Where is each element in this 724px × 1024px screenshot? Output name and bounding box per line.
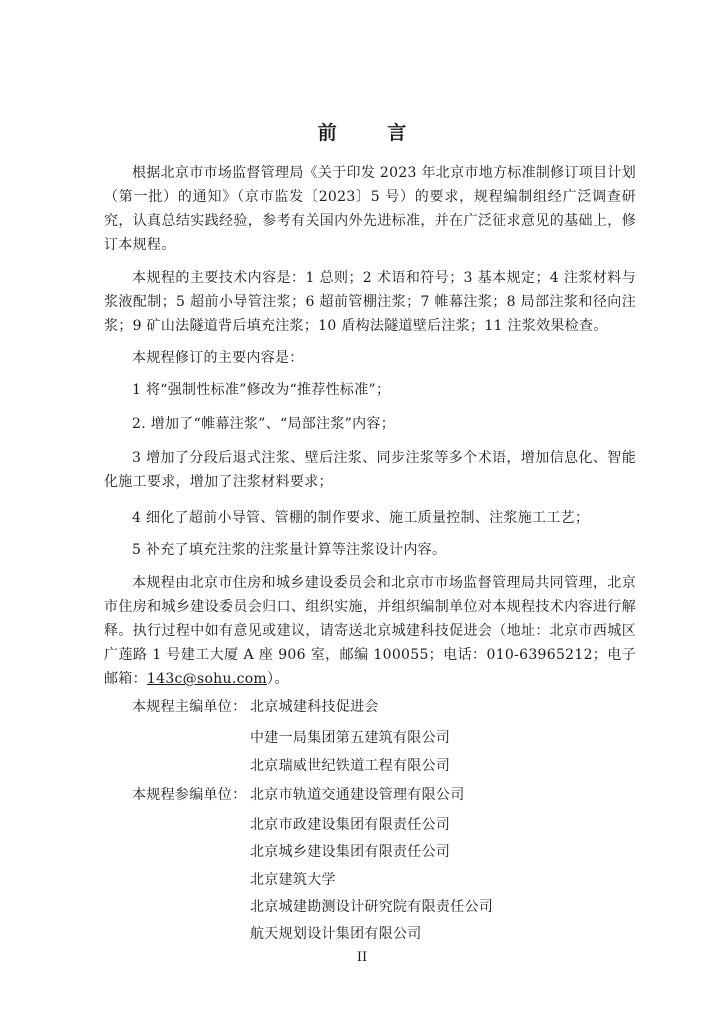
page-number: II — [356, 950, 368, 965]
revision-item-2 — [104, 412, 636, 436]
revision-item-3 — [104, 446, 636, 494]
revision-item-4-text: 4 细化了超前小导管、管棚的制作要求、施工质量控制、注浆施工工艺； — [132, 510, 590, 526]
participating-unit-5: 北京城建勘测设计研究院有限责任公司 — [250, 899, 494, 915]
chief-unit-1: 北京城建科技促进会 — [250, 699, 379, 715]
revision-intro-text: 本规程修订的主要内容是： — [132, 350, 304, 366]
participating-unit-3: 北京城乡建设集团有限责任公司 — [250, 844, 451, 860]
chief-unit-3: 北京瑞威世纪铁道工程有限公司 — [250, 758, 451, 774]
main-content-text: 本规程的主要技术内容是：1 总则；2 术语和符号；3 基本规定；4 注浆材料与浆液配制；5 超前小导管注浆；6 超前管棚注浆；7 帷幕注浆；8 局部注浆和径向注浆；9 矿山法隧道背后填充注浆；10 盾构法隧道壁后注浆；11 注浆效果检查。 — [104, 270, 636, 334]
revision-item-4 — [104, 506, 636, 530]
revision-intro-paragraph — [104, 346, 636, 370]
participating-unit-6: 航天规划设计集团有限公司 — [250, 926, 422, 942]
participating-unit-4: 北京建筑大学 — [250, 872, 336, 888]
revision-item-3-text: 3 增加了分段后退式注浆、壁后注浆、同步注浆等多个术语，增加信息化、智能化施工要求，增加了注浆材料要求； — [104, 450, 636, 490]
email-link[interactable]: 143c@sohu.com — [146, 671, 268, 687]
chief-units-label: 本规程主编单位： — [132, 699, 247, 715]
management-body: 本规程由北京市住房和城乡建设委员会和北京市市场监督管理局共同管理，北京市住房和城乡建设委员会归口、组织实施，并组织编制单位对本规程技术内容进行解释。执行过程中如有意见或建议，请寄送北京城建科技促进会（地址：北京市西城区广莲路 1 号建工大厦 A 座 906 室，邮编 100055；电话：010-63965212；电子邮箱： — [104, 575, 636, 687]
intro-paragraph — [104, 161, 636, 257]
page-title: 前 言 — [317, 122, 429, 144]
participating-unit-2: 北京市政建设集团有限责任公司 — [250, 817, 451, 833]
revision-item-5-text: 5 补充了填充注浆的注浆量计算等注浆设计内容。 — [132, 542, 447, 558]
revision-item-2-text: 2. 增加了“帷幕注浆”、“局部注浆”内容； — [132, 416, 396, 432]
management-paragraph — [104, 571, 636, 691]
intro-text: 根据北京市市场监督管理局《关于印发 2023 年北京市地方标准制修订项目计划（第一批）的通知》（京市监发〔2023〕5 号）的要求，规程编制组经广泛调查研究，认真总结实践经验，参考有关国内外先进标准，并在广泛征求意见的基础上，修订本规程。 — [104, 165, 636, 253]
participating-units-label: 本规程参编单位： — [132, 787, 247, 803]
revision-item-1-text: 1 将“强制性标准”修改为“推荐性标准”； — [132, 382, 391, 398]
management-text — [104, 571, 636, 691]
management-end: ）。 — [267, 671, 289, 687]
revision-item-5 — [104, 538, 636, 562]
chief-unit-2: 中建一局集团第五建筑有限公司 — [250, 730, 451, 746]
revision-item-1 — [104, 378, 636, 402]
participating-unit-1: 北京市轨道交通建设管理有限公司 — [250, 787, 465, 803]
main-content-paragraph — [104, 266, 636, 338]
